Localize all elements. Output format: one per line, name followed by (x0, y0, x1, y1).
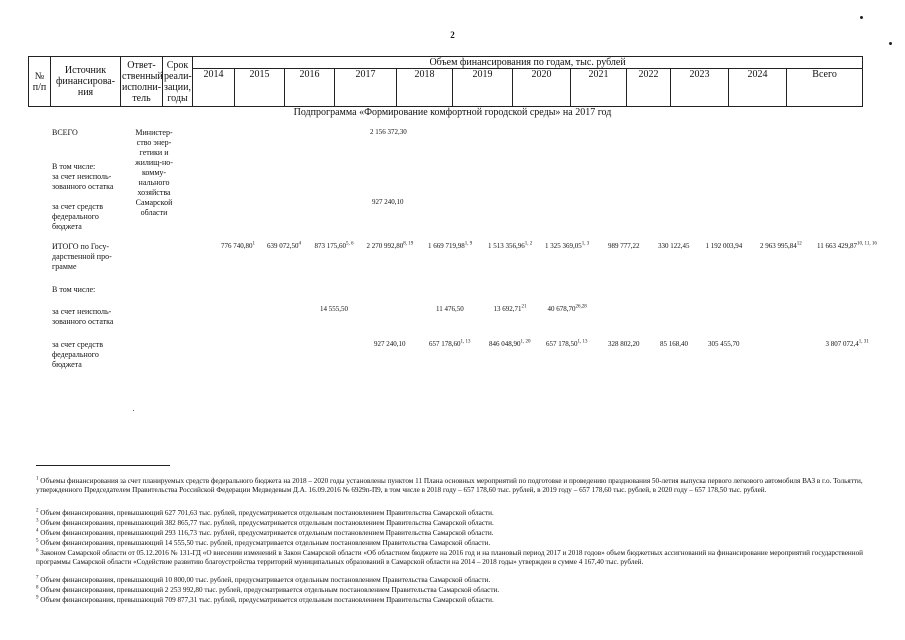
value-cell: 657 178,50$^{1, 13}$ (546, 339, 588, 348)
page-number: 2 (450, 30, 455, 40)
header-year: 2014 (193, 69, 235, 107)
footnote-ref: 8, 19 (403, 241, 414, 247)
footnote: $^2$ Объем финансирования, превышающий 627 701,63 тыс. рублей, предусматривается отдельным постановлением Правительства Самарской области. (36, 508, 494, 517)
total-label: ВСЕГО (52, 128, 78, 137)
value-cell: 927 240,10 (374, 340, 406, 348)
footnote-ref: 1 (252, 241, 255, 247)
value-cell: 305 455,70 (708, 340, 740, 348)
federal-budget-label-2: за счет средств федерального бюджета (52, 340, 104, 369)
value-cell: 639 072,50$^4$ (267, 241, 301, 250)
value-cell: 1 325 369,05$^{1, 3}$ (545, 241, 590, 250)
header-year: 2019 (453, 69, 513, 107)
value-cell: 1 513 356,96$^{1, 2}$ (488, 241, 533, 250)
value-cell: 873 175,60$^{5, 6}$ (314, 241, 354, 250)
header-year: 2016 (285, 69, 335, 107)
footnote-divider (36, 465, 170, 466)
header-year: 2015 (235, 69, 285, 107)
federal-budget-label: за счет средств федерального бюджета (52, 202, 104, 231)
footnote-ref: 10, 11, 16 (857, 241, 877, 247)
footnote: $^3$ Объем финансирования, превышающий 382 865,77 тыс. рублей, предусматривается отдельным постановлением Правительства Самарской области. (36, 518, 494, 527)
footnote: $^6$ Законом Самарской области от 05.12.2016 № 131-ГД «О внесении изменений в Закон Самарской области «Об областном бюджете на 2016 год и на плановый период 2017 и 2018 годов» объем бюджетных ассигнований на финансирование мероприятий государственной программы Самарской области «Содействие развитию благоустройства территорий муниципальных образований в Самарской области на 2014 – 2018 годы» утвержден в сумме 4 167,40 тыс. рублей. (36, 548, 864, 566)
itogo-label: ИТОГО по Госу-дарственной про-грамме (52, 242, 112, 271)
scan-speck (860, 16, 863, 19)
value-cell: 328 802,20 (608, 340, 640, 348)
value-cell: 846 048,90$^{1, 20}$ (489, 339, 531, 348)
scan-speck (133, 410, 134, 411)
value-cell: 2 963 995,84$^{12}$ (760, 241, 802, 250)
footnote-ref: 1, 31 (858, 339, 869, 345)
header-table (28, 56, 863, 107)
header-year: 2022 (627, 69, 671, 107)
header-no: № п/п (29, 57, 51, 107)
footnote-ref: 1, 13 (577, 339, 588, 345)
header-year: 2018 (397, 69, 453, 107)
footnote-ref: 1, 2 (524, 241, 533, 247)
subprogram-title: Подпрограмма «Формирование комфортной городской среды» на 2017 год (293, 107, 612, 118)
value-cell: 1 192 003,94 (705, 242, 743, 250)
value-cell: 85 168,40 (660, 340, 688, 348)
header-year: 2021 (571, 69, 627, 107)
responsible-ministry: Министер-ство энер-гетики и жилищ-но-комму-нального хозяйства Самарской области (135, 128, 173, 217)
value-cell: 40 678,70$^{26,28}$ (547, 304, 587, 313)
incl-label-2: В том числе: (52, 285, 96, 294)
value-cell: 657 178,60$^{1, 13}$ (429, 339, 471, 348)
value-cell: 11 476,50 (436, 305, 464, 313)
footnote-ref: 26,28 (575, 304, 587, 310)
footnote: $^9$ Объем финансирования, превышающий 709 877,31 тыс. рублей, предусматривается отдельным постановлением Правительства Самарской области. (36, 595, 494, 604)
total-2017-value: 2 156 372,30 (370, 128, 407, 136)
footnote: $^7$ Объем финансирования, превышающий 10 800,00 тыс. рублей, предусматривается отдельным постановлением Правительства Самарской области. (36, 575, 491, 584)
footnote-ref: 1, 13 (460, 339, 471, 345)
footnote: $^8$ Объем финансирования, превышающий 2 253 992,80 тыс. рублей, предусматривается отдельным постановлением Правительства Самарской области. (36, 585, 500, 594)
unused-balance-label: за счет неисполь-зованного остатка (52, 172, 114, 191)
header-year: 2024 (729, 69, 787, 107)
footnote: $^1$ Объемы финансирования за счет планируемых средств федерального бюджета на 2018 – 2020 годы установлены пунктом 11 Плана основных мероприятий по подготовке и проведению празднования 50-летия выпуска первого легкового автомобиля ВАЗ в г.о. Тольятти, утвержденного Председателем Правительства Российской Федерации Медведевым Д.А. 16.09.2016 № 6929п-П9, в том числе в 2018 году – 657 178,60 тыс. рублей, в 2019 году – 657 178,60 тыс. рублей, в 2020 году – 657 178,50 тыс. рублей. (36, 476, 863, 494)
value-cell: 11 663 429,87$^{10, 11, 16}$ (817, 241, 877, 250)
header-responsible: Ответ-ственный исполни-тель (121, 57, 163, 107)
value-cell: 776 740,80$^1$ (221, 241, 255, 250)
scan-speck (889, 42, 892, 45)
value-cell: 1 669 719,98$^{1, 9}$ (428, 241, 473, 250)
header-year: 2017 (335, 69, 397, 107)
header-year: 2023 (671, 69, 729, 107)
value-cell: 989 777,22 (608, 242, 640, 250)
value-cell: 330 122,45 (658, 242, 690, 250)
footnote: $^5$ Объем финансирования, превышающий 14 555,50 тыс. рублей, предусматривается отдельным постановлением Правительства Самарской области. (36, 538, 491, 547)
value-cell: 13 692,71$^{21}$ (493, 304, 527, 313)
header-term: Срок реали-зации, годы (163, 57, 193, 107)
value-cell: 14 555,50 (320, 305, 348, 313)
footnote-ref: 12 (796, 241, 802, 247)
incl-label: В том числе: (52, 162, 96, 171)
footnote-ref: 1, 9 (464, 241, 473, 247)
header-year: 2020 (513, 69, 571, 107)
footnote: $^4$ Объем финансирования, превышающий 293 116,73 тыс. рублей, предусматривается отдельным постановлением Правительства Самарской области. (36, 528, 494, 537)
federal-2017-value: 927 240,10 (372, 198, 404, 206)
footnote-ref: 1, 3 (581, 241, 590, 247)
header-volume: Объем финансирования по годам, тыс. рублей (193, 57, 863, 69)
unused-balance-label-2: за счет неисполь-зованного остатка (52, 307, 114, 326)
footnote-ref: 1, 20 (520, 339, 531, 345)
header-year: Всего (787, 69, 863, 107)
header-source: Источник финансирова-ния (51, 57, 121, 107)
footnote-ref: 5, 6 (346, 241, 354, 247)
footnote-ref: 21 (521, 304, 527, 310)
value-cell: 3 807 072,4$^{1, 31}$ (825, 339, 869, 348)
value-cell: 2 270 992,80$^{8, 19}$ (366, 241, 414, 250)
footnote-ref: 4 (298, 241, 301, 247)
